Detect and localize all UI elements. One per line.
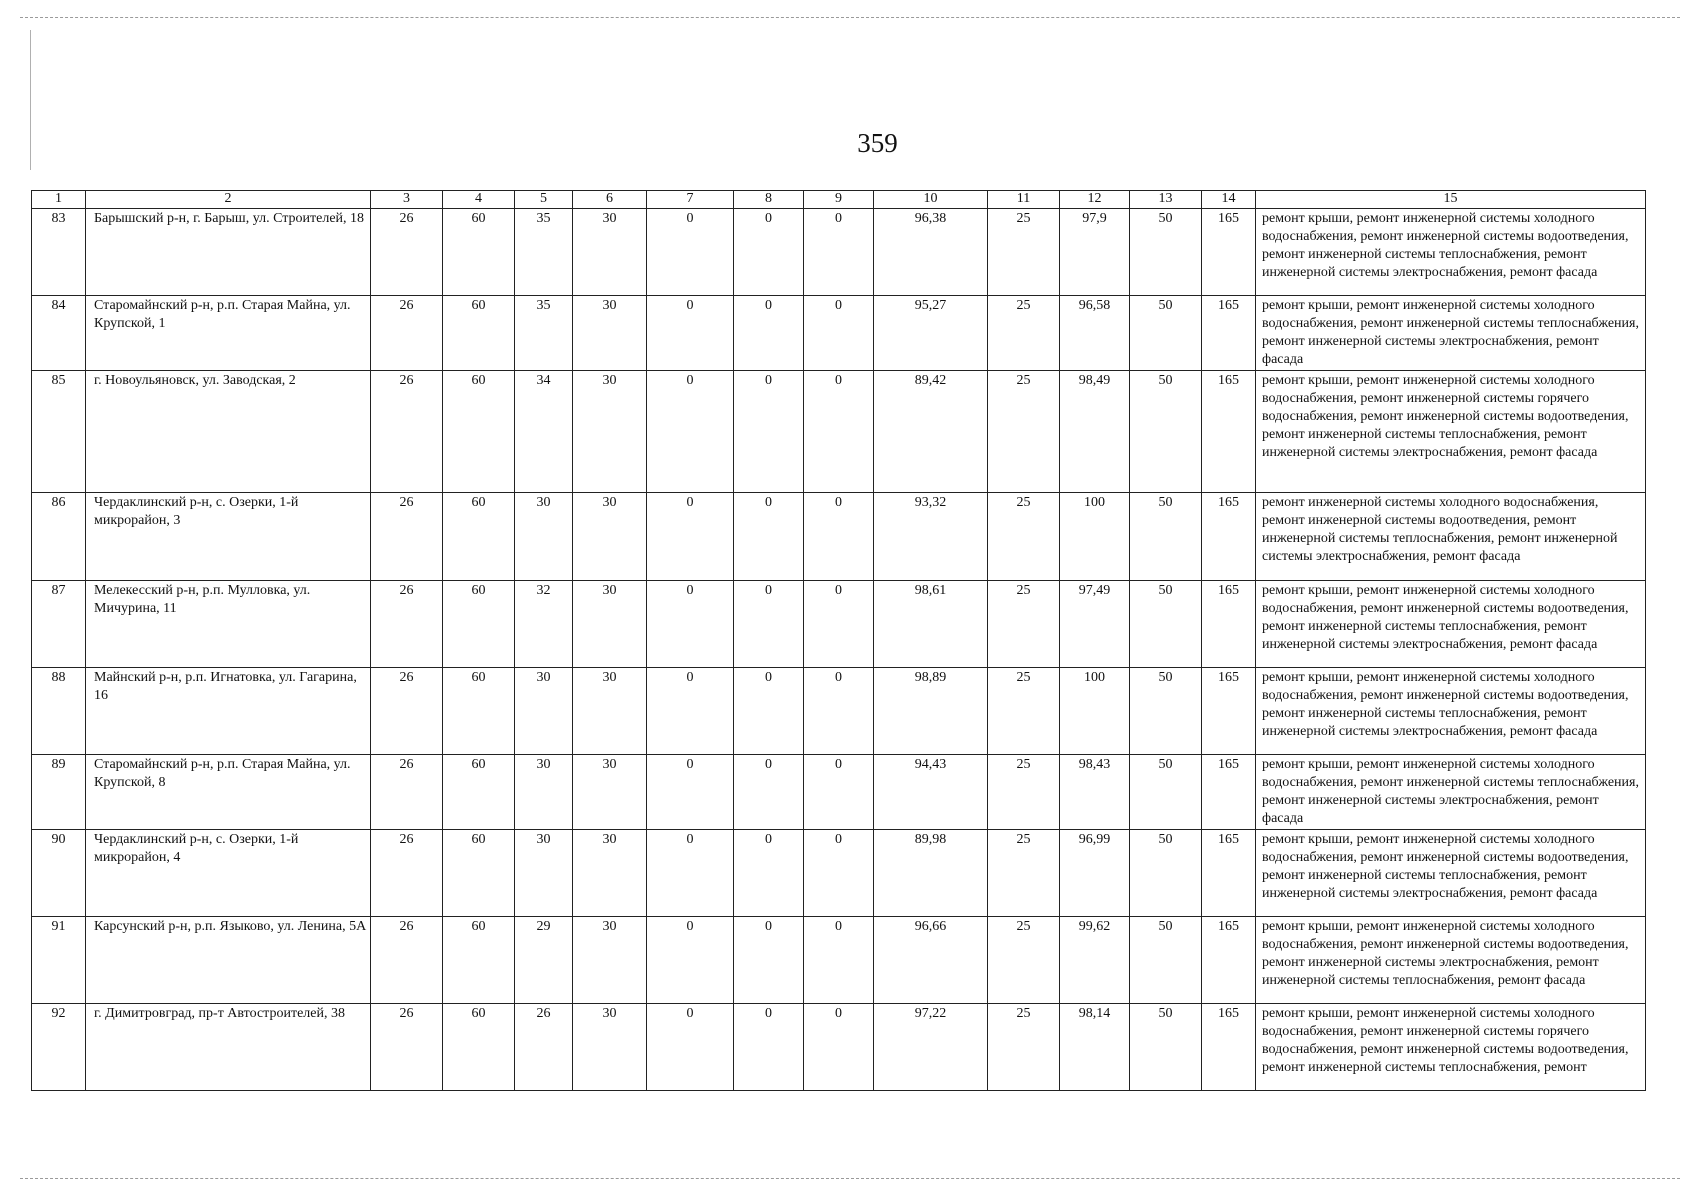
table-row [32, 755, 1646, 830]
value-cell: 165 [1202, 755, 1256, 830]
value-cell: 97,22 [874, 1004, 988, 1091]
column-header: 14 [1202, 191, 1256, 209]
column-header: 1 [32, 191, 86, 209]
value-cell: 29 [515, 917, 573, 1004]
value-cell: 25 [988, 830, 1060, 917]
value-cell: 0 [804, 581, 874, 668]
value-cell: 50 [1130, 371, 1202, 493]
works-cell: ремонт крыши, ремонт инженерной системы холодного водоснабжения, ремонт инженерной системы теплоснабжения, ремонт инженерной системы электроснабжения, ремонт фасада [1256, 755, 1646, 830]
value-cell: 50 [1130, 830, 1202, 917]
page-number: 359 [857, 128, 898, 158]
column-header: 13 [1130, 191, 1202, 209]
value-cell: 60 [443, 371, 515, 493]
column-header: 9 [804, 191, 874, 209]
value-cell: 26 [371, 830, 443, 917]
value-cell: 89,42 [874, 371, 988, 493]
value-cell: 0 [647, 296, 734, 371]
value-cell: 25 [988, 296, 1060, 371]
address-cell: Мелекесский р-н, р.п. Мулловка, ул. Мичурина, 11 [86, 581, 371, 668]
value-cell: 30 [515, 755, 573, 830]
value-cell: 165 [1202, 493, 1256, 581]
table-row [32, 581, 1646, 668]
value-cell: 26 [371, 917, 443, 1004]
value-cell: 0 [647, 209, 734, 296]
value-cell: 50 [1130, 209, 1202, 296]
data-table [31, 190, 1646, 1091]
value-cell: 30 [573, 371, 647, 493]
value-cell: 60 [443, 581, 515, 668]
row-number: 88 [32, 668, 86, 755]
value-cell: 30 [515, 493, 573, 581]
value-cell: 25 [988, 371, 1060, 493]
value-cell: 32 [515, 581, 573, 668]
value-cell: 0 [734, 917, 804, 1004]
table-row [32, 1004, 1646, 1091]
value-cell: 0 [647, 668, 734, 755]
column-header: 11 [988, 191, 1060, 209]
value-cell: 96,58 [1060, 296, 1130, 371]
value-cell: 0 [734, 830, 804, 917]
value-cell: 0 [647, 830, 734, 917]
works-cell: ремонт инженерной системы холодного водоснабжения, ремонт инженерной системы водоотведения, ремонт инженерной системы теплоснабжения, ремонт инженерной системы электроснабжения, ремонт фасада [1256, 493, 1646, 581]
address-cell: Барышский р-н, г. Барыш, ул. Строителей, 18 [86, 209, 371, 296]
value-cell: 89,98 [874, 830, 988, 917]
value-cell: 95,27 [874, 296, 988, 371]
works-cell: ремонт крыши, ремонт инженерной системы холодного водоснабжения, ремонт инженерной системы теплоснабжения, ремонт инженерной системы электроснабжения, ремонт фасада [1256, 296, 1646, 371]
value-cell: 60 [443, 209, 515, 296]
value-cell: 0 [804, 917, 874, 1004]
value-cell: 97,49 [1060, 581, 1130, 668]
value-cell: 50 [1130, 493, 1202, 581]
table-row [32, 493, 1646, 581]
value-cell: 98,89 [874, 668, 988, 755]
value-cell: 93,32 [874, 493, 988, 581]
value-cell: 60 [443, 917, 515, 1004]
value-cell: 165 [1202, 668, 1256, 755]
value-cell: 25 [988, 581, 1060, 668]
value-cell: 30 [515, 668, 573, 755]
value-cell: 96,99 [1060, 830, 1130, 917]
row-number: 92 [32, 1004, 86, 1091]
row-number: 89 [32, 755, 86, 830]
value-cell: 60 [443, 1004, 515, 1091]
column-header: 8 [734, 191, 804, 209]
value-cell: 0 [804, 296, 874, 371]
row-number: 87 [32, 581, 86, 668]
column-header: 4 [443, 191, 515, 209]
value-cell: 165 [1202, 581, 1256, 668]
value-cell: 25 [988, 755, 1060, 830]
works-cell: ремонт крыши, ремонт инженерной системы холодного водоснабжения, ремонт инженерной системы горячего водоснабжения, ремонт инженерной системы водоотведения, ремонт инженерной системы теплоснабжения, ремонт [1256, 1004, 1646, 1091]
works-cell: ремонт крыши, ремонт инженерной системы холодного водоснабжения, ремонт инженерной системы водоотведения, ремонт инженерной системы теплоснабжения, ремонт инженерной системы электроснабжения, ремонт фасада [1256, 581, 1646, 668]
value-cell: 0 [734, 209, 804, 296]
table-row [32, 830, 1646, 917]
address-cell: Майнский р-н, р.п. Игнатовка, ул. Гагарина, 16 [86, 668, 371, 755]
value-cell: 30 [573, 1004, 647, 1091]
value-cell: 25 [988, 493, 1060, 581]
column-header: 15 [1256, 191, 1646, 209]
value-cell: 165 [1202, 296, 1256, 371]
value-cell: 50 [1130, 755, 1202, 830]
value-cell: 30 [573, 296, 647, 371]
table-row [32, 917, 1646, 1004]
value-cell: 99,62 [1060, 917, 1130, 1004]
value-cell: 34 [515, 371, 573, 493]
value-cell: 0 [804, 830, 874, 917]
table-row [32, 668, 1646, 755]
row-number: 90 [32, 830, 86, 917]
value-cell: 0 [734, 371, 804, 493]
value-cell: 0 [647, 581, 734, 668]
value-cell: 165 [1202, 209, 1256, 296]
value-cell: 30 [573, 668, 647, 755]
value-cell: 26 [515, 1004, 573, 1091]
value-cell: 26 [371, 296, 443, 371]
value-cell: 0 [647, 917, 734, 1004]
value-cell: 60 [443, 296, 515, 371]
column-header: 5 [515, 191, 573, 209]
address-cell: г. Новоульяновск, ул. Заводская, 2 [86, 371, 371, 493]
column-header: 7 [647, 191, 734, 209]
value-cell: 0 [804, 1004, 874, 1091]
value-cell: 0 [804, 755, 874, 830]
value-cell: 0 [804, 493, 874, 581]
value-cell: 30 [573, 581, 647, 668]
value-cell: 165 [1202, 830, 1256, 917]
works-cell: ремонт крыши, ремонт инженерной системы холодного водоснабжения, ремонт инженерной системы водоотведения, ремонт инженерной системы электроснабжения, ремонт инженерной системы теплоснабжения, ремонт фасада [1256, 917, 1646, 1004]
value-cell: 60 [443, 668, 515, 755]
address-cell: Чердаклинский р-н, с. Озерки, 1-й микрорайон, 3 [86, 493, 371, 581]
value-cell: 50 [1130, 1004, 1202, 1091]
row-number: 91 [32, 917, 86, 1004]
value-cell: 100 [1060, 493, 1130, 581]
value-cell: 50 [1130, 581, 1202, 668]
value-cell: 96,66 [874, 917, 988, 1004]
value-cell: 25 [988, 917, 1060, 1004]
value-cell: 165 [1202, 1004, 1256, 1091]
value-cell: 35 [515, 209, 573, 296]
value-cell: 25 [988, 209, 1060, 296]
scan-border-bottom [20, 1178, 1680, 1179]
value-cell: 30 [573, 209, 647, 296]
row-number: 84 [32, 296, 86, 371]
value-cell: 25 [988, 1004, 1060, 1091]
value-cell: 30 [573, 755, 647, 830]
value-cell: 0 [734, 493, 804, 581]
value-cell: 165 [1202, 917, 1256, 1004]
value-cell: 0 [647, 755, 734, 830]
value-cell: 100 [1060, 668, 1130, 755]
value-cell: 26 [371, 493, 443, 581]
value-cell: 30 [573, 830, 647, 917]
scan-border-top [20, 17, 1680, 18]
works-cell: ремонт крыши, ремонт инженерной системы холодного водоснабжения, ремонт инженерной системы водоотведения, ремонт инженерной системы теплоснабжения, ремонт инженерной системы электроснабжения, ремонт фасада [1256, 830, 1646, 917]
value-cell: 0 [734, 668, 804, 755]
value-cell: 98,43 [1060, 755, 1130, 830]
address-cell: Чердаклинский р-н, с. Озерки, 1-й микрорайон, 4 [86, 830, 371, 917]
column-header: 12 [1060, 191, 1130, 209]
address-cell: Старомайнский р-н, р.п. Старая Майна, ул. Крупской, 8 [86, 755, 371, 830]
works-cell: ремонт крыши, ремонт инженерной системы холодного водоснабжения, ремонт инженерной системы водоотведения, ремонт инженерной системы теплоснабжения, ремонт инженерной системы электроснабжения, ремонт фасада [1256, 668, 1646, 755]
value-cell: 50 [1130, 917, 1202, 1004]
table-row [32, 371, 1646, 493]
address-cell: г. Димитровград, пр-т Автостроителей, 38 [86, 1004, 371, 1091]
value-cell: 26 [371, 209, 443, 296]
value-cell: 60 [443, 755, 515, 830]
table-row [32, 209, 1646, 296]
value-cell: 50 [1130, 296, 1202, 371]
row-number: 86 [32, 493, 86, 581]
header-row [32, 191, 1646, 209]
value-cell: 30 [573, 493, 647, 581]
value-cell: 0 [804, 209, 874, 296]
value-cell: 94,43 [874, 755, 988, 830]
value-cell: 60 [443, 493, 515, 581]
value-cell: 30 [573, 917, 647, 1004]
value-cell: 97,9 [1060, 209, 1130, 296]
value-cell: 0 [734, 1004, 804, 1091]
value-cell: 0 [647, 493, 734, 581]
value-cell: 26 [371, 581, 443, 668]
value-cell: 0 [804, 668, 874, 755]
value-cell: 30 [515, 830, 573, 917]
value-cell: 0 [734, 755, 804, 830]
works-cell: ремонт крыши, ремонт инженерной системы холодного водоснабжения, ремонт инженерной системы горячего водоснабжения, ремонт инженерной системы водоотведения, ремонт инженерной системы теплоснабжения, ремонт инженерной системы электроснабжения, ремонт фасада [1256, 371, 1646, 493]
value-cell: 0 [734, 296, 804, 371]
value-cell: 26 [371, 371, 443, 493]
address-cell: Старомайнский р-н, р.п. Старая Майна, ул. Крупской, 1 [86, 296, 371, 371]
column-header: 2 [86, 191, 371, 209]
value-cell: 25 [988, 668, 1060, 755]
column-header: 6 [573, 191, 647, 209]
value-cell: 165 [1202, 371, 1256, 493]
works-cell: ремонт крыши, ремонт инженерной системы холодного водоснабжения, ремонт инженерной системы водоотведения, ремонт инженерной системы теплоснабжения, ремонт инженерной системы электроснабжения, ремонт фасада [1256, 209, 1646, 296]
value-cell: 98,61 [874, 581, 988, 668]
value-cell: 50 [1130, 668, 1202, 755]
row-number: 85 [32, 371, 86, 493]
column-header: 3 [371, 191, 443, 209]
value-cell: 98,49 [1060, 371, 1130, 493]
value-cell: 26 [371, 1004, 443, 1091]
value-cell: 0 [647, 1004, 734, 1091]
table-row [32, 296, 1646, 371]
address-cell: Карсунский р-н, р.п. Языково, ул. Ленина, 5А [86, 917, 371, 1004]
value-cell: 26 [371, 668, 443, 755]
value-cell: 0 [804, 371, 874, 493]
value-cell: 0 [734, 581, 804, 668]
value-cell: 26 [371, 755, 443, 830]
value-cell: 0 [647, 371, 734, 493]
column-header: 10 [874, 191, 988, 209]
row-number: 83 [32, 209, 86, 296]
value-cell: 96,38 [874, 209, 988, 296]
value-cell: 35 [515, 296, 573, 371]
value-cell: 60 [443, 830, 515, 917]
value-cell: 98,14 [1060, 1004, 1130, 1091]
